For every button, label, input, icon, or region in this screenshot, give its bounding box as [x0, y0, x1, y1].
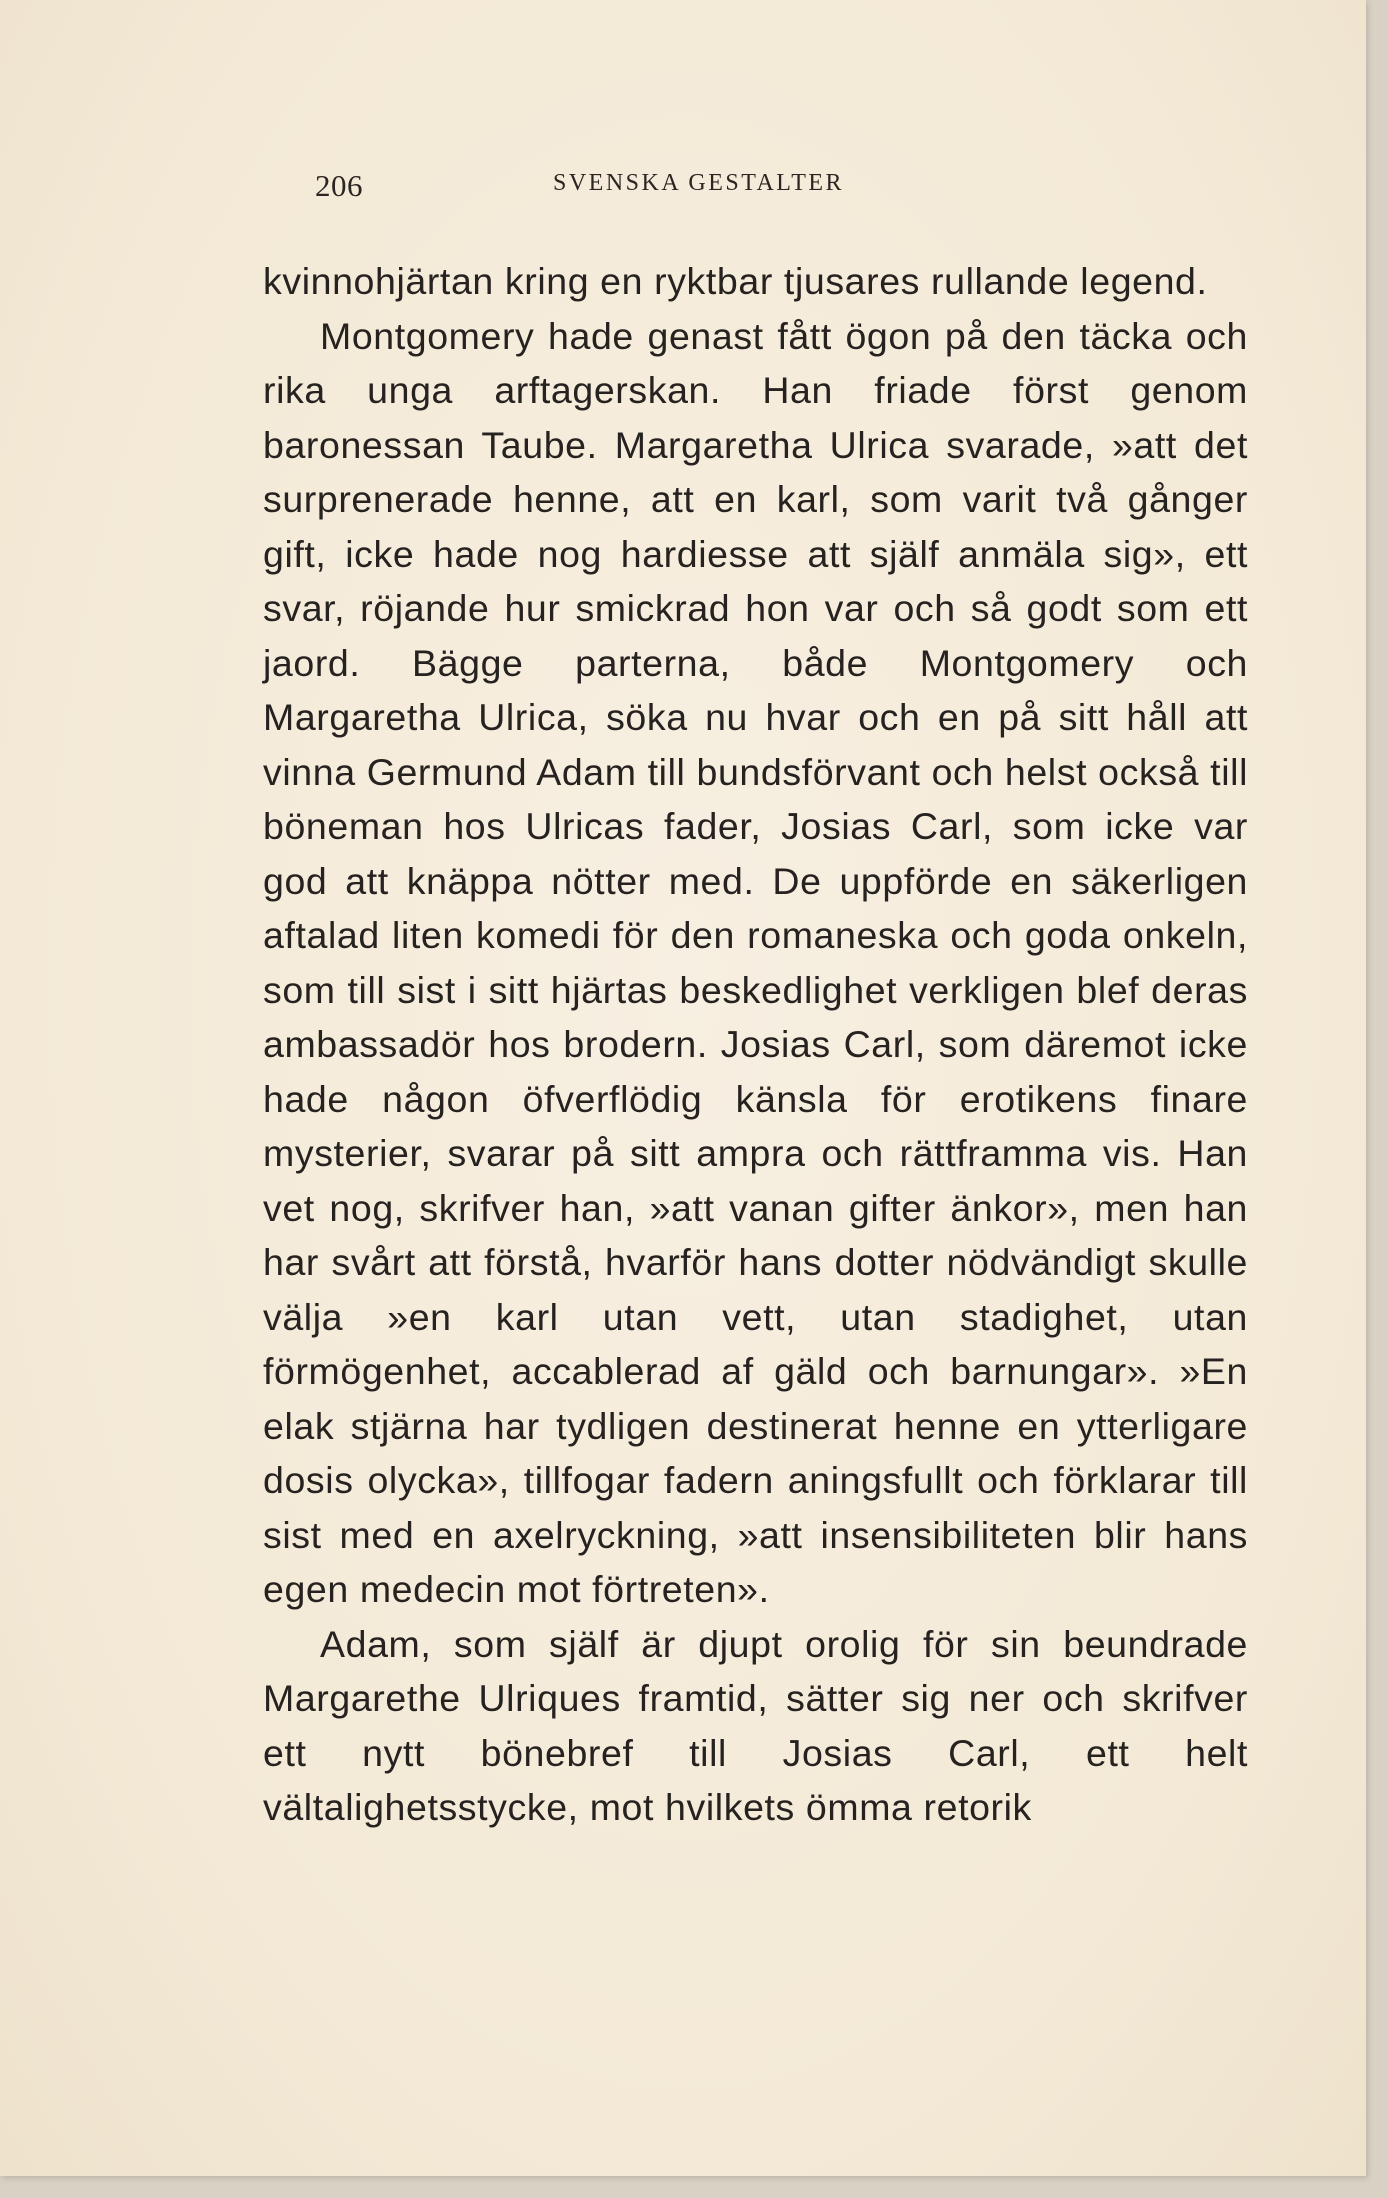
running-head: SVENSKA GESTALTER — [553, 170, 845, 196]
paragraph-continuation: kvinnohjärtan kring en ryktbar tjusares rullande legend. — [263, 260, 1208, 302]
body-text — [263, 254, 1248, 1835]
page-number: 206 — [315, 168, 363, 203]
paragraph-adam: Adam, som själf är djupt orolig för sin beundrade Margarethe Ulriques framtid, sätter sig ner och skrifver ett nytt bönebref till Josias Carl, ett helt vältalighetsstycke, mot hvilkets ömma retorik — [263, 1622, 1248, 1828]
paragraph-montgomery: Montgomery hade genast fått ögon på den täcka och rika unga arftagerskan. Han friade först genom baronessan Taube. Margaretha Ulrica svarade, »att det surprenerade henne, att en karl, som varit två gånger gift, icke hade nog hardiesse att själf anmäla sig», ett svar, röjande hur smickrad hon var och så godt som ett jaord. Bägge parterna, både Montgomery och Margaretha Ulrica, söka nu hvar och en på sitt håll att vinna Germund Adam till bundsförvant och helst också till böneman hos Ulricas fader, Josias Carl, som icke var god att knäppa nötter med. De uppförde en säkerligen aftalad liten komedi för den romaneska och goda onkeln, som till sist i sitt hjärtas beskedlighet verkligen blef deras ambassadör hos brodern. Josias Carl, som däremot icke hade någon öfverflödig känsla för erotikens finare mysterier, svarar på sitt ampra och rättframma vis. Han vet nog, skrifver han, »att vanan gifter änkor», men han har svårt att förstå, hvarför hans dotter nödvändigt skulle välja »en karl utan vett, utan stadighet, utan förmögenhet, accablerad af gäld och barnungar». »En elak stjärna har tydligen destinerat henne en ytterligare dosis olycka», tillfogar fadern aningsfullt och förklarar till sist med en axelryckning, »att insensibiliteten blir hans egen medecin mot förtreten». — [263, 314, 1248, 1610]
page-header — [315, 168, 1255, 208]
